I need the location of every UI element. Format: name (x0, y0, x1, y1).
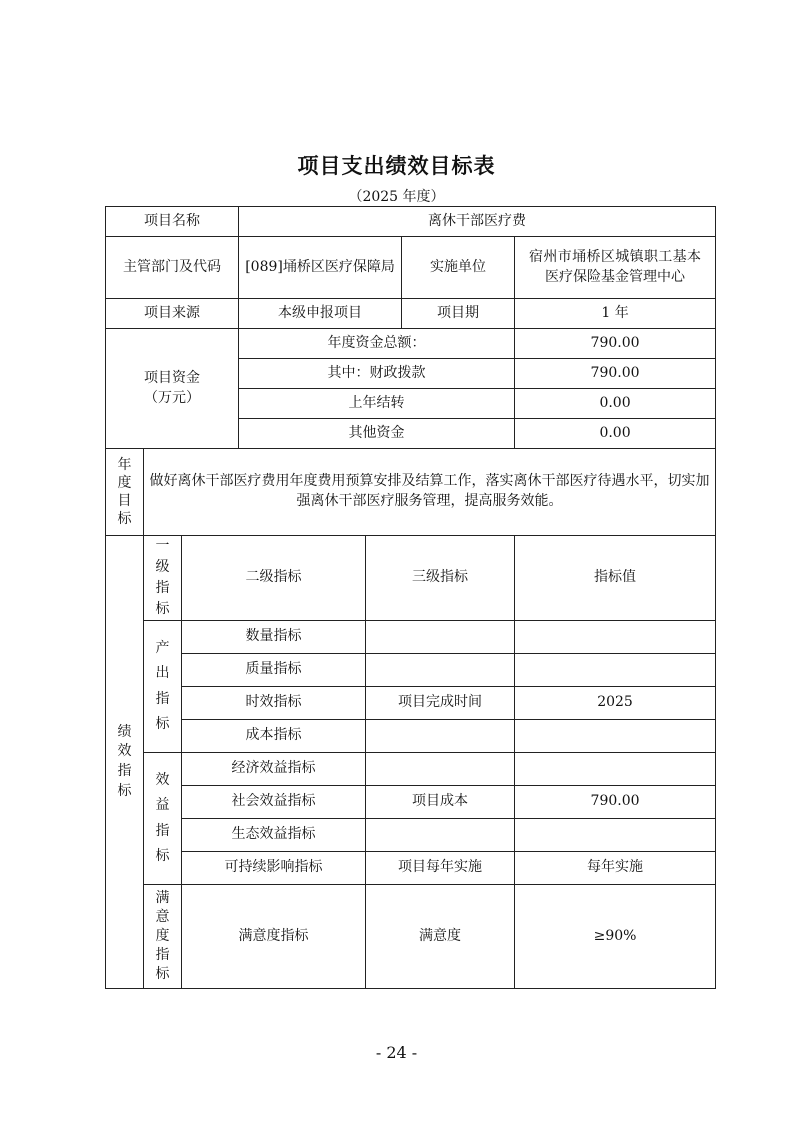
page-number: - 24 - (375, 1043, 418, 1062)
funds-item-label: 其中：财政拨款 (239, 359, 515, 389)
performance-table (105, 206, 716, 989)
period-label: 项目期 (402, 299, 515, 329)
funds-item-label: 上年结转 (239, 389, 515, 419)
funds-label: 项目资金 (144, 369, 201, 386)
level2-cell: 质量指标 (182, 654, 366, 687)
row-department (106, 237, 716, 299)
funds-item-value: 0.00 (515, 419, 716, 449)
level3-cell (366, 621, 515, 654)
level2-cell: 时效指标 (182, 687, 366, 720)
table-row (106, 621, 716, 654)
level3-cell: 项目每年实施 (366, 852, 515, 885)
level3-header: 三级指标 (366, 536, 515, 621)
level3-cell: 项目成本 (366, 786, 515, 819)
value-cell (515, 621, 716, 654)
row-source (106, 299, 716, 329)
level3-cell (366, 753, 515, 786)
table-row (106, 654, 716, 687)
funds-label-cell (106, 329, 239, 449)
level3-cell: 项目完成时间 (366, 687, 515, 720)
level2-cell: 经济效益指标 (182, 753, 366, 786)
period-value: 1 年 (515, 299, 716, 329)
table-row (106, 819, 716, 852)
row-funds-total (106, 329, 716, 359)
source-label: 项目来源 (106, 299, 239, 329)
funds-item-value: 0.00 (515, 389, 716, 419)
level2-cell: 成本指标 (182, 720, 366, 753)
annual-goal-label: 年度目标 (106, 449, 144, 536)
value-cell (515, 753, 716, 786)
value-cell: ≥90% (515, 885, 716, 989)
level1-header: 一级指标 (144, 536, 182, 621)
value-header: 指标值 (515, 536, 716, 621)
dept-value: [089]埇桥区医疗保障局 (239, 237, 402, 299)
level2-cell: 数量指标 (182, 621, 366, 654)
funds-unit: （万元） (144, 389, 201, 406)
level3-cell (366, 720, 515, 753)
row-project-name (106, 207, 716, 237)
level3-cell (366, 654, 515, 687)
value-cell: 790.00 (515, 786, 716, 819)
table-row (106, 786, 716, 819)
annual-goal-text: 做好离休干部医疗费用年度费用预算安排及结算工作，落实离休干部医疗待遇水平，切实加强离休干部医疗服务管理，提高服务效能。 (144, 449, 716, 536)
benefit-label: 效益指标 (144, 753, 182, 885)
project-name-label: 项目名称 (106, 207, 239, 237)
funds-item-value: 790.00 (515, 359, 716, 389)
level2-cell: 可持续影响指标 (182, 852, 366, 885)
level2-cell: 社会效益指标 (182, 786, 366, 819)
value-cell (515, 819, 716, 852)
project-name-value: 离休干部医疗费 (239, 207, 716, 237)
funds-item-label: 年度资金总额： (239, 329, 515, 359)
level2-header: 二级指标 (182, 536, 366, 621)
table-row (106, 852, 716, 885)
impl-value: 宿州市埇桥区城镇职工基本医疗保险基金管理中心 (515, 237, 716, 299)
level3-cell: 满意度 (366, 885, 515, 989)
value-cell (515, 720, 716, 753)
value-cell (515, 654, 716, 687)
year-note: （2025 年度） (348, 189, 445, 205)
table-row (106, 720, 716, 753)
value-cell: 2025 (515, 687, 716, 720)
row-indicator-header (106, 536, 716, 621)
table-row (106, 687, 716, 720)
source-value: 本级申报项目 (239, 299, 402, 329)
page-title: 项目支出绩效目标表 (297, 154, 496, 178)
funds-item-label: 其他资金 (239, 419, 515, 449)
table-row (106, 753, 716, 786)
satisfaction-label: 满意度指标 (144, 885, 182, 989)
funds-item-value: 790.00 (515, 329, 716, 359)
level2-cell: 满意度指标 (182, 885, 366, 989)
level2-cell: 生态效益指标 (182, 819, 366, 852)
value-cell: 每年实施 (515, 852, 716, 885)
impl-label: 实施单位 (402, 237, 515, 299)
indicators-label: 绩效指标 (106, 536, 144, 989)
level3-cell (366, 819, 515, 852)
row-annual-goal (106, 449, 716, 536)
table-row (106, 885, 716, 989)
output-label: 产出指标 (144, 621, 182, 753)
dept-label: 主管部门及代码 (106, 237, 239, 299)
